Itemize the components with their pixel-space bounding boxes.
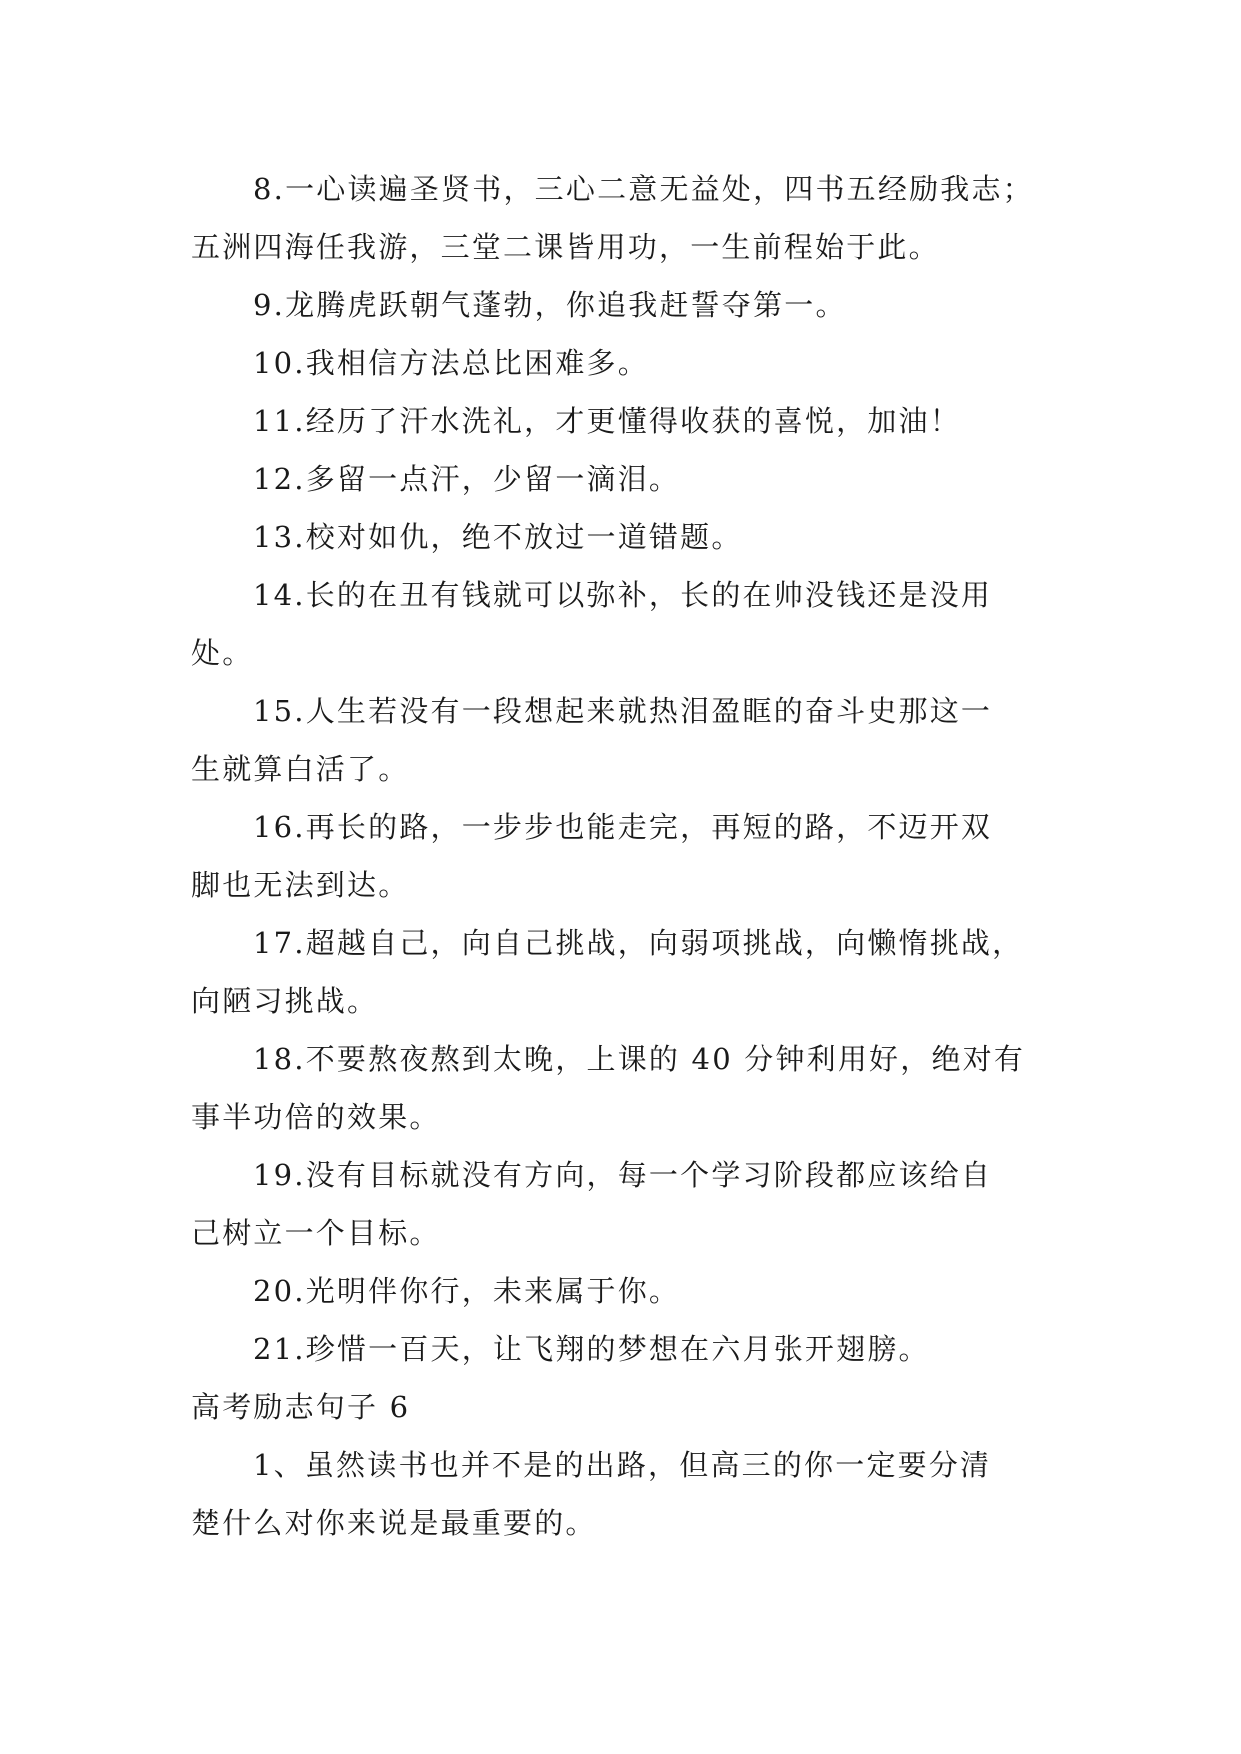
- list-item-18: [191, 1030, 1051, 1146]
- line: 处。: [191, 636, 254, 670]
- line: 楚什么对你来说是最重要的。: [191, 1506, 597, 1540]
- list-item-10: [191, 334, 1051, 392]
- document-body: [191, 160, 1051, 1552]
- line: 16.再长的路，一步步也能走完，再短的路，不迈开双: [253, 810, 993, 844]
- list-item-21: [191, 1320, 1051, 1378]
- line: 11.经历了汗水洗礼，才更懂得收获的喜悦，加油！: [253, 404, 961, 438]
- line: 事半功倍的效果。: [191, 1100, 441, 1134]
- line: 18.不要熬夜熬到太晚，上课的 40 分钟利用好，绝对有: [253, 1042, 1026, 1076]
- section-heading: 高考励志句子 6: [191, 1390, 411, 1424]
- line: 1、虽然读书也并不是的出路，但高三的你一定要分清: [253, 1448, 992, 1482]
- line: 14.长的在丑有钱就可以弥补，长的在帅没钱还是没用: [253, 578, 993, 612]
- list-item-20: [191, 1262, 1051, 1320]
- line: 19.没有目标就没有方向，每一个学习阶段都应该给自: [253, 1158, 993, 1192]
- list-item-8: [191, 160, 1051, 276]
- list-item-15: [191, 682, 1051, 798]
- list-item-14: [191, 566, 1051, 682]
- list-item-12: [191, 450, 1051, 508]
- line: 17.超越自己，向自己挑战，向弱项挑战，向懒惰挑战，: [253, 926, 1024, 960]
- line: 12.多留一点汗，少留一滴泪。: [253, 462, 681, 496]
- line: 13.校对如仇，绝不放过一道错题。: [253, 520, 743, 554]
- line: 生就算白活了。: [191, 752, 410, 786]
- line: 己树立一个目标。: [191, 1216, 441, 1250]
- list-item-11: [191, 392, 1051, 450]
- line: 脚也无法到达。: [191, 868, 410, 902]
- list-item-19: [191, 1146, 1051, 1262]
- line: 五洲四海任我游，三堂二课皆用功，一生前程始于此。: [191, 230, 940, 264]
- list-item-16: [191, 798, 1051, 914]
- list-item-17: [191, 914, 1051, 1030]
- line: 15.人生若没有一段想起来就热泪盈眶的奋斗史那这一: [253, 694, 993, 728]
- line: 9.龙腾虎跃朝气蓬勃，你追我赶誓夺第一。: [253, 288, 847, 322]
- line: 8.一心读遍圣贤书，三心二意无益处，四书五经励我志；: [253, 172, 1034, 206]
- line: 21.珍惜一百天，让飞翔的梦想在六月张开翅膀。: [253, 1332, 930, 1366]
- line: 向陋习挑战。: [191, 984, 379, 1018]
- line: 10.我相信方法总比困难多。: [253, 346, 649, 380]
- line: 20.光明伴你行，未来属于你。: [253, 1274, 681, 1308]
- list-item-9: [191, 276, 1051, 334]
- list-item-13: [191, 508, 1051, 566]
- list-item-s6-1: [191, 1436, 1051, 1552]
